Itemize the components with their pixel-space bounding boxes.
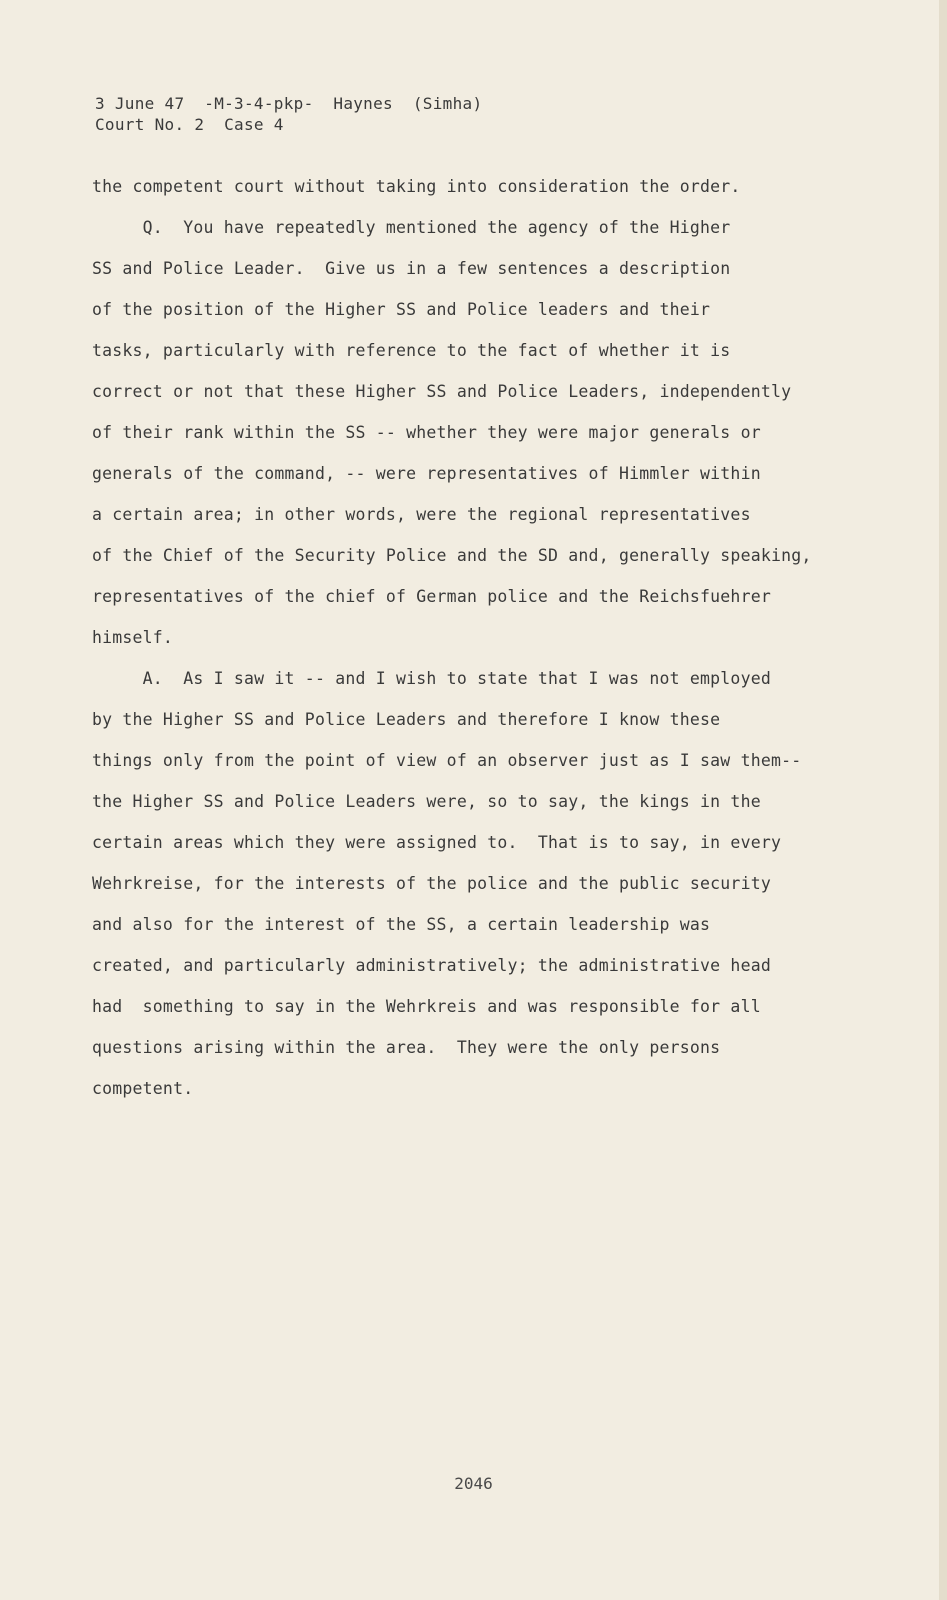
body-line: and also for the interest of the SS, a certain leadership was (92, 915, 711, 934)
page-number: 2046 (454, 1474, 493, 1493)
body-line: Wehrkreise, for the interests of the police and the public security (92, 874, 771, 893)
body-line: generals of the command, -- were representatives of Himmler within (92, 464, 761, 483)
body-line: things only from the point of view of an observer just as I saw them-- (92, 751, 802, 770)
body-line: representatives of the chief of German police and the Reichsfuehrer (92, 587, 771, 606)
body-line: created, and particularly administratively; the administrative head (92, 956, 771, 975)
body-line: a certain area; in other words, were the regional representatives (92, 505, 751, 524)
body-line: tasks, particularly with reference to the fact of whether it is (92, 341, 731, 360)
body-line: correct or not that these Higher SS and Police Leaders, independently (92, 382, 792, 401)
transcript-header (95, 93, 482, 135)
body-line: the competent court without taking into consideration the order. (92, 177, 741, 196)
header-court-line: Court No. 2 Case 4 (95, 115, 284, 134)
body-line: himself. (92, 628, 174, 647)
header-date-line: 3 June 47 -M-3-4-pkp- Haynes (Simha) (95, 94, 483, 113)
body-line: by the Higher SS and Police Leaders and therefore I know these (92, 710, 721, 729)
body-line: of the position of the Higher SS and Police leaders and their (92, 300, 711, 319)
body-line: certain areas which they were assigned to. That is to say, in every (92, 833, 782, 852)
body-line: Q. You have repeatedly mentioned the agency of the Higher (92, 218, 731, 237)
body-line: SS and Police Leader. Give us in a few sentences a description (92, 259, 731, 278)
body-line: A. As I saw it -- and I wish to state that I was not employed (92, 669, 771, 688)
body-line: had something to say in the Wehrkreis and was responsible for all (92, 997, 761, 1016)
body-line: competent. (92, 1079, 194, 1098)
body-line: questions arising within the area. They were the only persons (92, 1038, 721, 1057)
body-line: of their rank within the SS -- whether they were major generals or (92, 423, 761, 442)
body-line: of the Chief of the Security Police and the SD and, generally speaking, (92, 546, 812, 565)
body-line: the Higher SS and Police Leaders were, so to say, the kings in the (92, 792, 761, 811)
